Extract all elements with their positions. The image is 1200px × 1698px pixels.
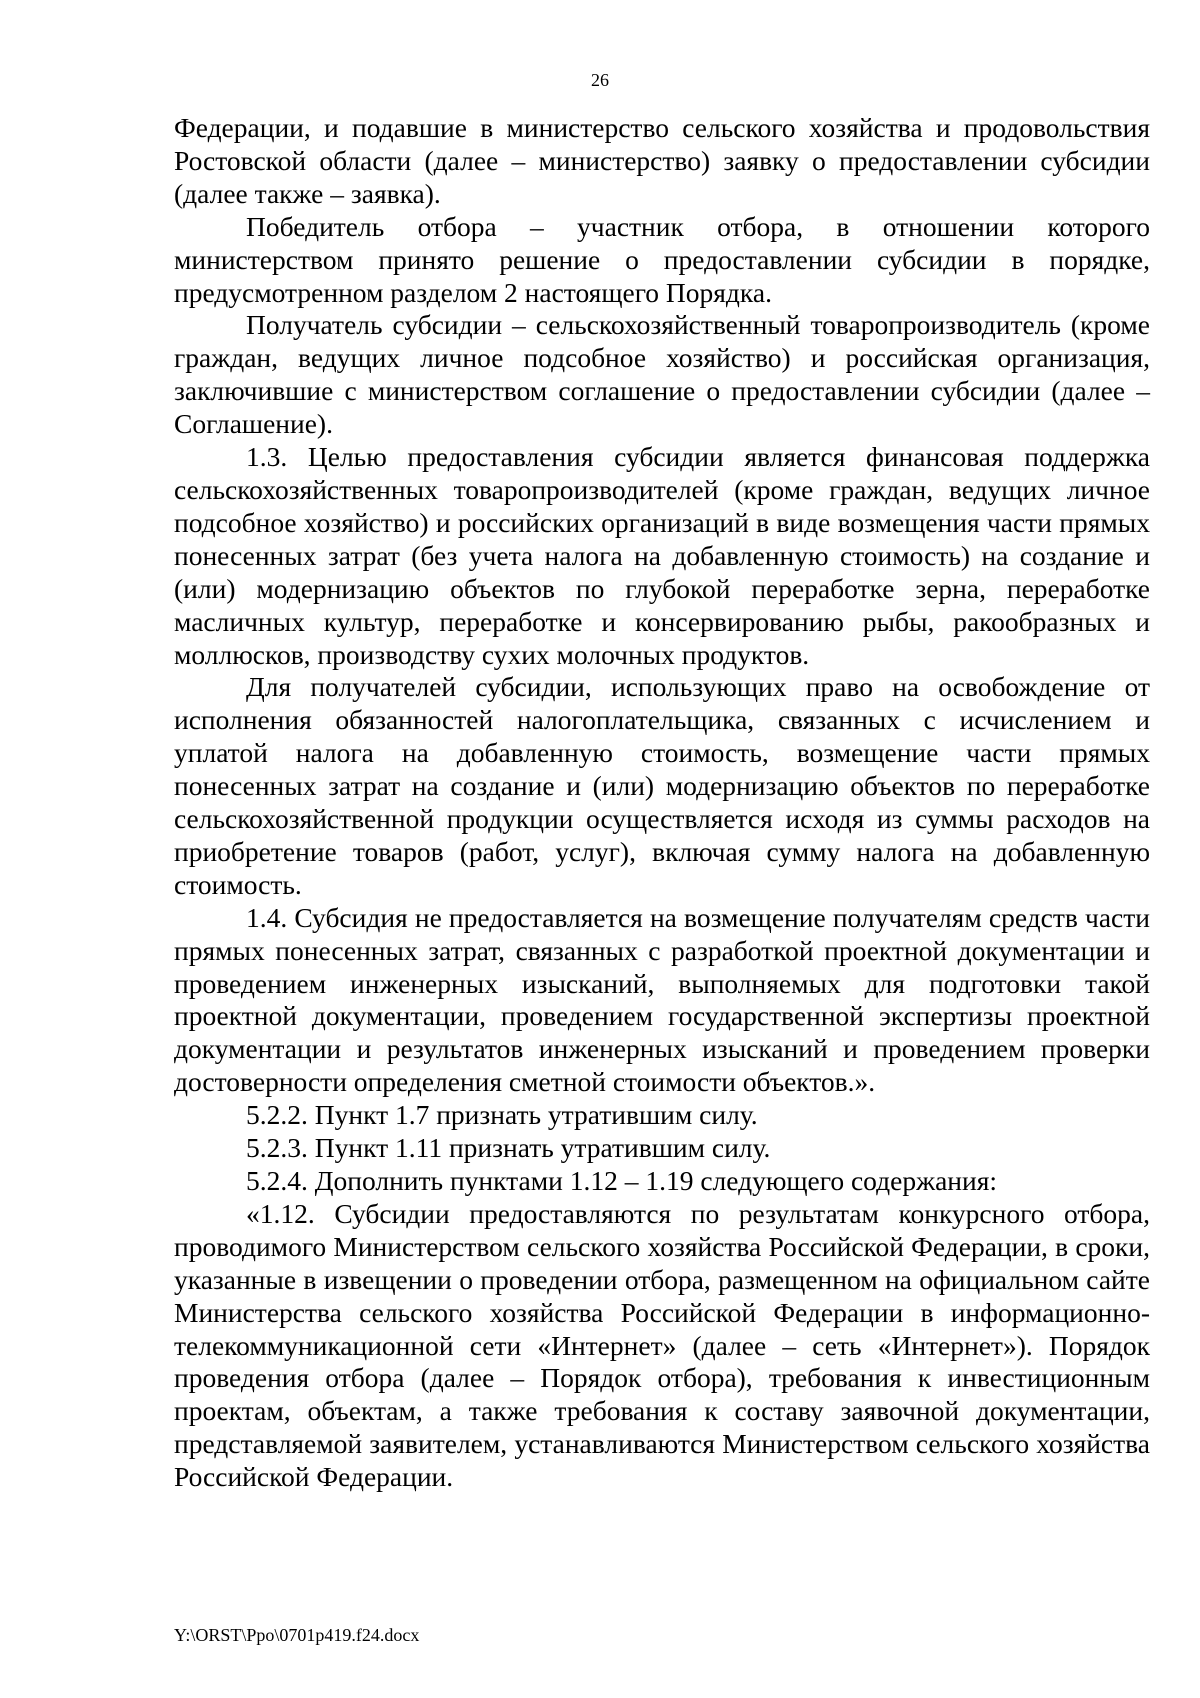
paragraph-continuation: Федерации, и подавшие в министерство сельского хозяйства и продовольствия Ростовской области (далее – министерство) заявку о предоставлении субсидии (далее также – заявка). (174, 112, 1150, 209)
paragraph-clause-1-4: 1.4. Субсидия не предоставляется на возмещение получателям средств части прямых понесенных затрат, связанных с разработкой проектной документации и проведением инженерных изысканий, выполняемых для подготовки такой проектной документации, проведением государственной экспертизы проектной документации и результатов инженерных изысканий и проведением проверки достоверности определения сметной стоимости объектов.». (174, 901, 1150, 1098)
document-body (174, 112, 1150, 1494)
paragraph-subsidy-recipient: Получатель субсидии – сельскохозяйственный товаропроизводитель (кроме граждан, ведущих личное подсобное хозяйство) и российская организация, заключившие с министерством соглашение о предоставлении субсидии (далее – Соглашение). (174, 309, 1150, 440)
paragraph-clause-5-2-4: 5.2.4. Дополнить пунктами 1.12 – 1.19 следующего содержания: (246, 1165, 998, 1196)
paragraph-clause-1-3: 1.3. Целью предоставления субсидии является финансовая поддержка сельскохозяйственных товаропроизводителей (кроме граждан, ведущих личное подсобное хозяйство) и российских организаций в виде возмещения части прямых понесенных затрат (без учета налога на добавленную стоимость) на создание и (или) модернизацию объектов по глубокой переработке зерна, переработке масличных культур, переработке и консервированию рыбы, ракообразных и моллюсков, производству сухих молочных продуктов. (174, 441, 1150, 670)
paragraph-selection-winner: Победитель отбора – участник отбора, в отношении которого министерством принято решение о предоставлении субсидии в порядке, предусмотренном разделом 2 настоящего Порядка. (174, 210, 1150, 308)
paragraph-clause-5-2-3: 5.2.3. Пункт 1.11 признать утратившим силу. (246, 1132, 771, 1164)
paragraph-vat-exempt-recipients: Для получателей субсидии, использующих право на освобождение от исполнения обязанностей налогоплательщика, связанных с исчислением и уплатой налога на добавленную стоимость, возмещение части прямых понесенных затрат на создание и (или) модернизацию объектов по переработке сельскохозяйственной продукции осуществляется исходя из суммы расходов на приобретение товаров (работ, услуг), включая сумму налога на добавленную стоимость. (174, 671, 1150, 900)
paragraph-clause-1-12: «1.12. Субсидии предоставляются по результатам конкурсного отбора, проводимого Министерством сельского хозяйства Российской Федерации, в сроки, указанные в извещении о проведении отбора, размещенном на официальном сайте Министерства сельского хозяйства Российской Федерации в информационно-телекоммуникационной сети «Интернет» (далее – сеть «Интернет»). Порядок проведения отбора (далее – Порядок отбора), требования к инвестиционным проектам, объектам, а также требования к составу заявочной документации, представляемой заявителем, устанавливаются Министерством сельского хозяйства Российской Федерации. (174, 1197, 1150, 1493)
paragraph-clause-5-2-2: 5.2.2. Пункт 1.7 признать утратившим силу. (246, 1099, 758, 1131)
page-number: 26 (591, 70, 609, 90)
footer-file-path: Y:\ORST\Ppo\0701p419.f24.docx (174, 1625, 420, 1645)
